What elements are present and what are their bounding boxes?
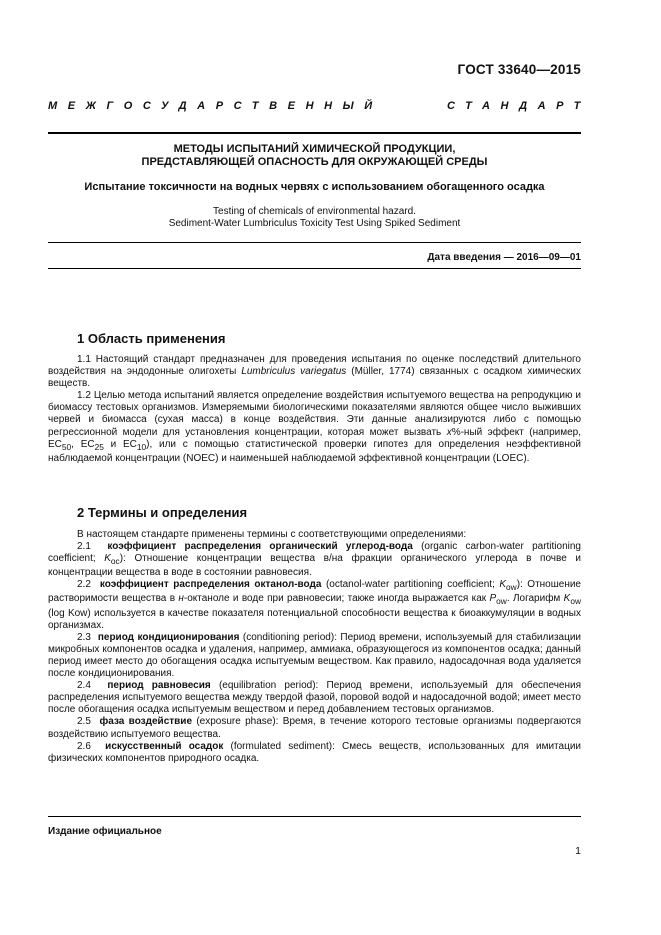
title-line-1: МЕТОДЫ ИСПЫТАНИЙ ХИМИЧЕСКОЙ ПРОДУКЦИИ, (173, 143, 456, 155)
banner-word-interstate: МЕЖГОСУДАРСТВЕННЫЙ (48, 100, 383, 112)
document-subtitle: Испытание токсичности на водных червях с использованием обогащенного осадка (84, 181, 545, 193)
term-2-4: 2.4 период равновесия (equilibration period): Период времени, используемый для обеспечения распределения испытуемого вещества между твердой фазой, поровой водой и надосадочной водой; имеет место после обогащения осадка испытуемым веществом и перед добавлением тестовых организмов. (48, 680, 581, 716)
paragraph-1-2: 1.2 Целью метода испытаний является определение воздействия испытуемого вещества на репродукцию и биомассу тестовых организмов. Измеряемыми биологическими показателями являются общее число выживших червей и биомасса (сухая масса) в конце воздействия. Эти данные анализируются либо с помощью регрессионной модели для установления концентрации, которая может вызвать x%-ный эффект (например, $EC_{50}$, $EC_{25}$ и $EC_{10}$), или с помощью статистической проверки гипотез для определения неэффективной наблюдаемой концентрации (NOEC) и наименьшей наблюдаемой эффективной концентрации (LOEC). (48, 390, 582, 464)
term-2-6: 2.6 искусственный осадок (formulated sediment): Смесь веществ, использованных для имитации физических компонентов природного осадка. (48, 740, 581, 764)
term-2-2: 2.2 коэффициент распределения октанол-вода (octanol-water partitioning coefficient; $K_{ow}$): Отношение растворимости вещества в н-октаноле и воде при равновесии; также иногда выражается как $P_{ow}$. Логарифм $K_{ow}$ (log Kow) используется в качестве показателя потенциальной способности вещества к биоаккумуляции в водных организмах. (48, 579, 581, 631)
title-rule (48, 242, 581, 243)
term-2-3: 2.3 период кондиционирования (conditioning period): Период времени, используемый для стабилизации микробных компонентов осадка и удаления, например, аммиака, образующегося из компонентов осадка; данный период имеет место до обогащения осадка испытуемым веществом. Как правило, надосадочная вода удаляется после кондиционирования. (48, 631, 581, 680)
term-2-1: 2.1 коэффициент распределения органический углерод-вода (organic carbon-water partitioning coefficient; $K_{oc}$): Отношение концентрации вещества в/на фракции органического углерода в почве и концентрации вещества в воде в состоянии равновесия. (48, 541, 581, 579)
header-rule (48, 132, 581, 134)
date-rule (48, 268, 581, 269)
official-edition-label: Издание официальное (48, 826, 162, 837)
section-2-body (48, 529, 581, 765)
interstate-standard-banner (48, 100, 591, 116)
section-2-heading: 2 Термины и определения (77, 505, 248, 520)
introduction-date: Дата введения — 2016—09—01 (427, 252, 581, 263)
page-number: 1 (575, 845, 581, 857)
english-title-line-2: Sediment-Water Lumbriculus Toxicity Test Using Spiked Sediment (168, 218, 461, 229)
gost-code: ГОСТ 33640—2015 (457, 62, 581, 77)
terms-intro: В настоящем стандарте применены термины с соответствующими определениями: (77, 529, 467, 540)
document-title (48, 143, 581, 169)
species-name: Lumbriculus variegatus (241, 366, 347, 378)
title-block (48, 143, 581, 230)
footer-rule (48, 816, 581, 817)
section-1-heading: 1 Область применения (77, 331, 226, 346)
english-title (48, 206, 581, 230)
english-title-line-1: Testing of chemicals of environmental hazard. (213, 206, 416, 217)
term-2-5: 2.5 фаза воздействие (exposure phase): Время, в течение которого тестовые организмы подвергаются воздействию испытуемого вещества. (48, 716, 581, 740)
section-1-body (48, 354, 581, 465)
banner-word-standard: СТАНДАРТ (446, 100, 591, 112)
title-line-2: ПРЕДСТАВЛЯЮЩЕЙ ОПАСНОСТЬ ДЛЯ ОКРУЖАЮЩЕЙ СРЕДЫ (141, 156, 488, 168)
paragraph-1-1: 1.1 Настоящий стандарт предназначен для проведения испытания по оценке последствий длительного воздействия на эндодонные олигохеты Lumbriculus variegatus (Müller, 1774) связанных с осадком химических веществ. (48, 354, 582, 390)
